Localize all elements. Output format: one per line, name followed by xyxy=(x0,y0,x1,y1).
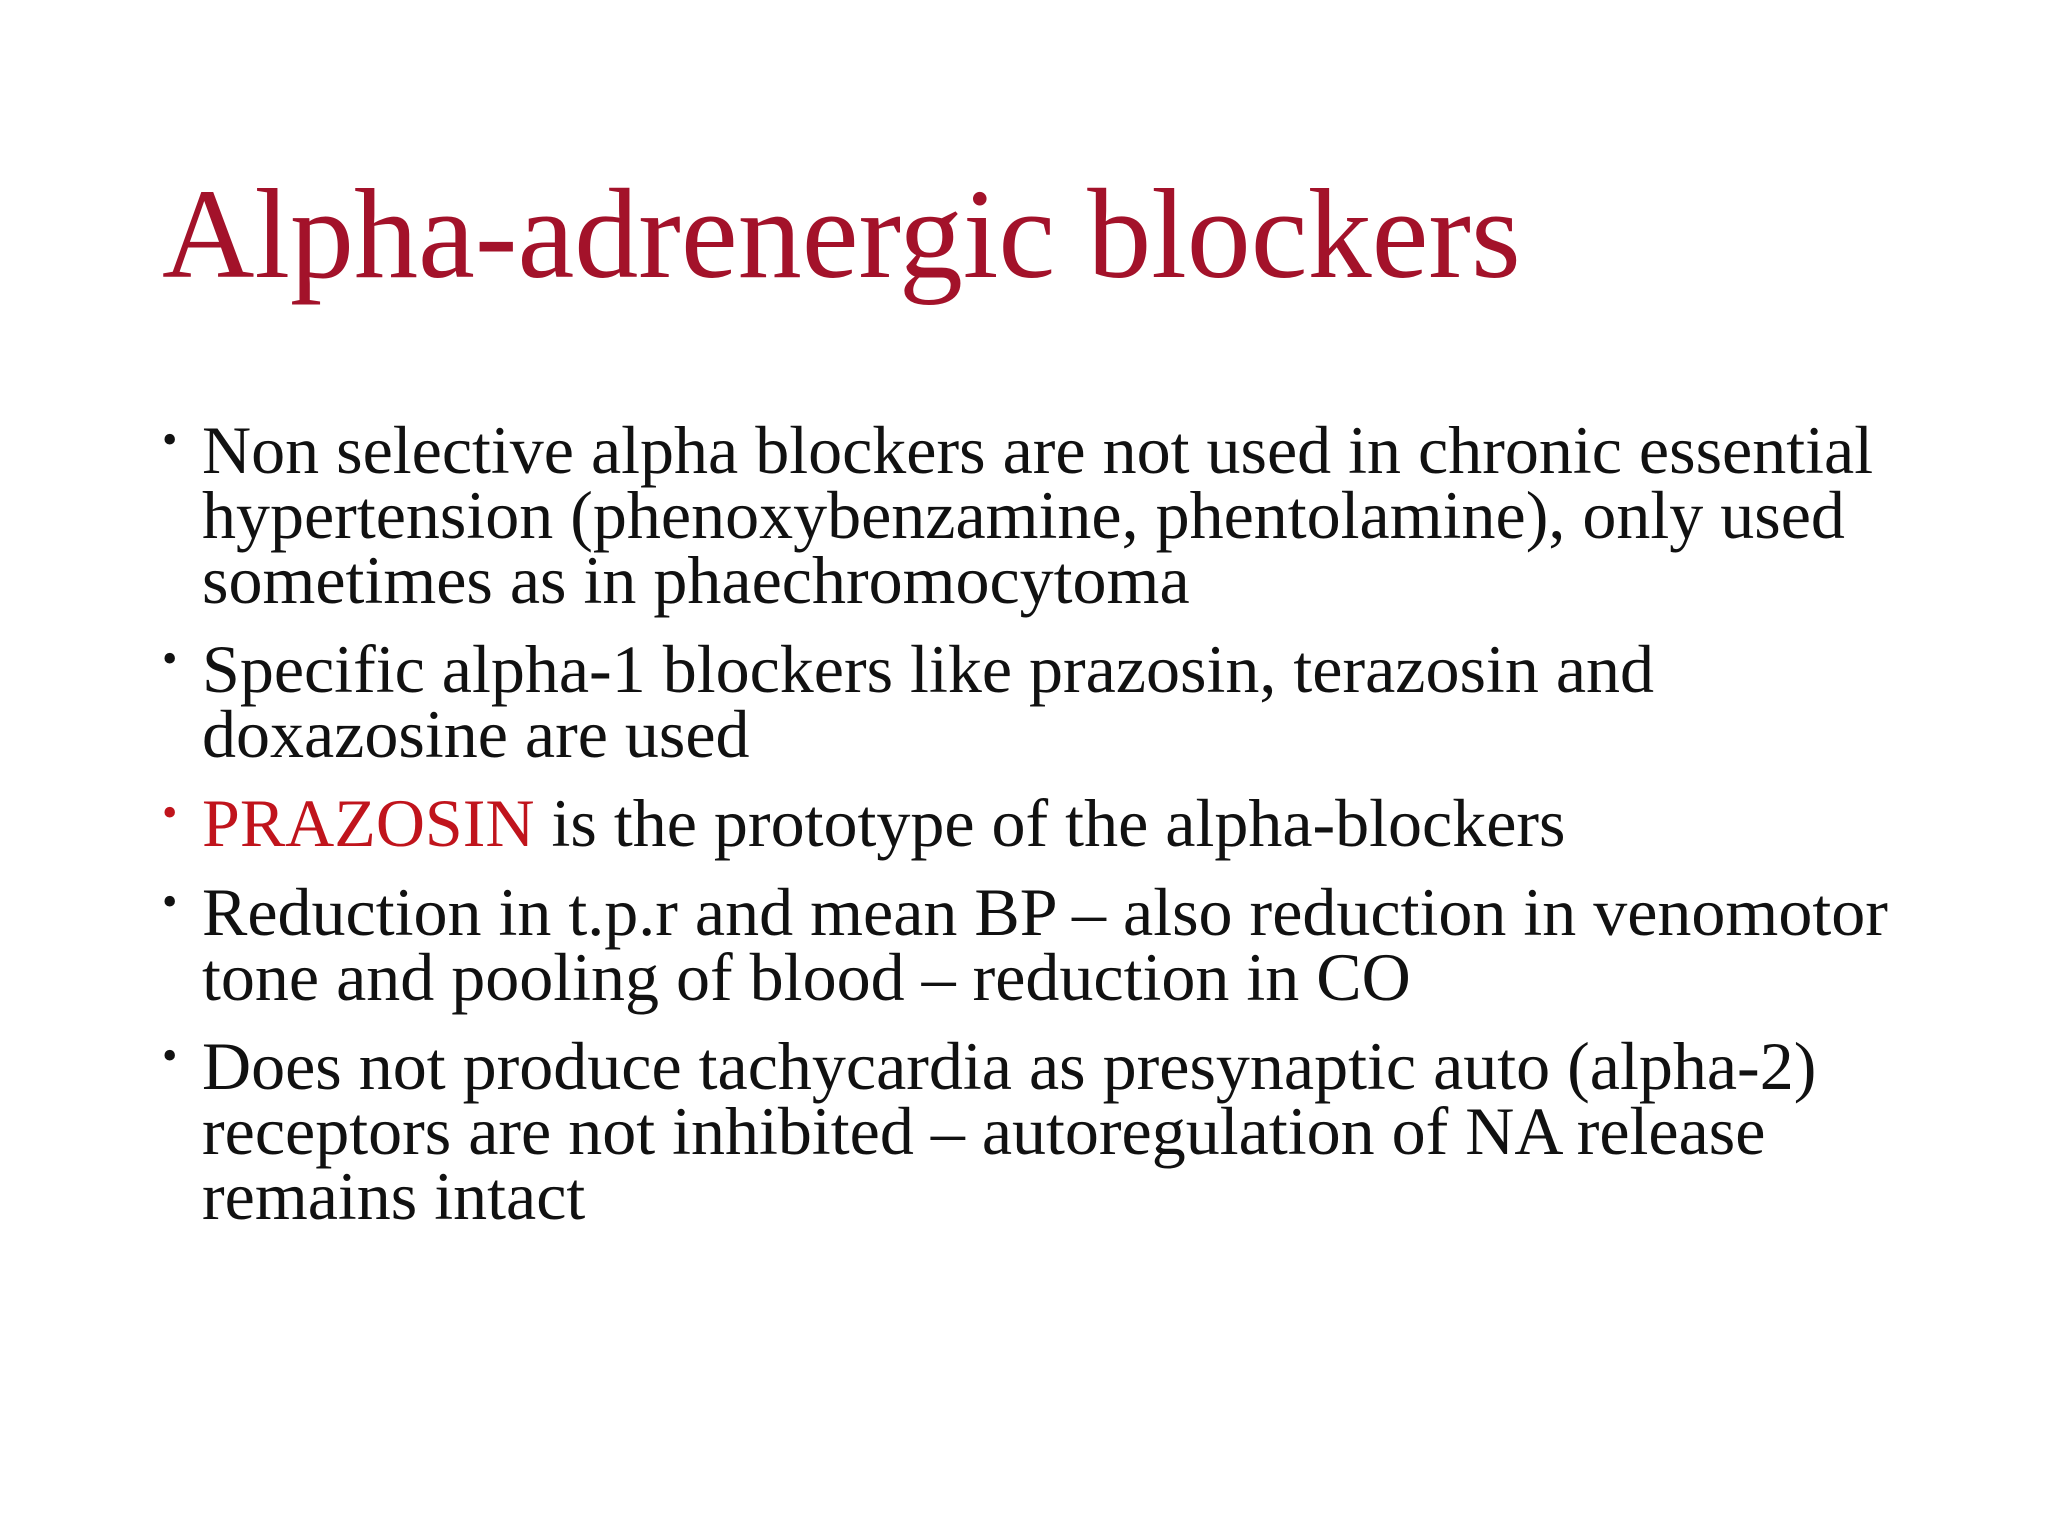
bullet-dot-icon: • xyxy=(162,788,178,837)
bullet-dot-icon: • xyxy=(162,877,178,926)
bullet-text: Reduction in t.p.r and mean BP – also reduction in venomotor tone and pooling of blood – reduction in CO xyxy=(202,874,1888,1015)
bullet-item xyxy=(162,874,1922,1015)
bullet-item xyxy=(162,412,1922,618)
slide-title: Alpha-adrenergic blockers xyxy=(162,163,1521,305)
bullet-text: Non selective alpha blockers are not used in chronic essential hypertension (phenoxybenzamine, phentolamine), only used sometimes as in phaechromocytoma xyxy=(202,412,1874,618)
bullet-item xyxy=(162,785,1922,861)
bullet-text: Specific alpha-1 blockers like prazosin, terazosin and doxazosine are used xyxy=(202,631,1655,772)
bullet-dot-icon: • xyxy=(162,415,178,464)
bullet-highlight-text: PRAZOSIN xyxy=(202,785,535,861)
bullet-dot-icon: • xyxy=(162,1031,178,1080)
bullet-text: is the prototype of the alpha-blockers xyxy=(534,785,1566,861)
bullet-list xyxy=(162,412,1922,1253)
bullet-item xyxy=(162,631,1922,772)
bullet-dot-icon: • xyxy=(162,634,178,683)
bullet-text: Does not produce tachycardia as presynaptic auto (alpha-2) receptors are not inhibited – autoregulation of NA release remains intact xyxy=(202,1028,1817,1234)
bullet-item xyxy=(162,1028,1922,1234)
